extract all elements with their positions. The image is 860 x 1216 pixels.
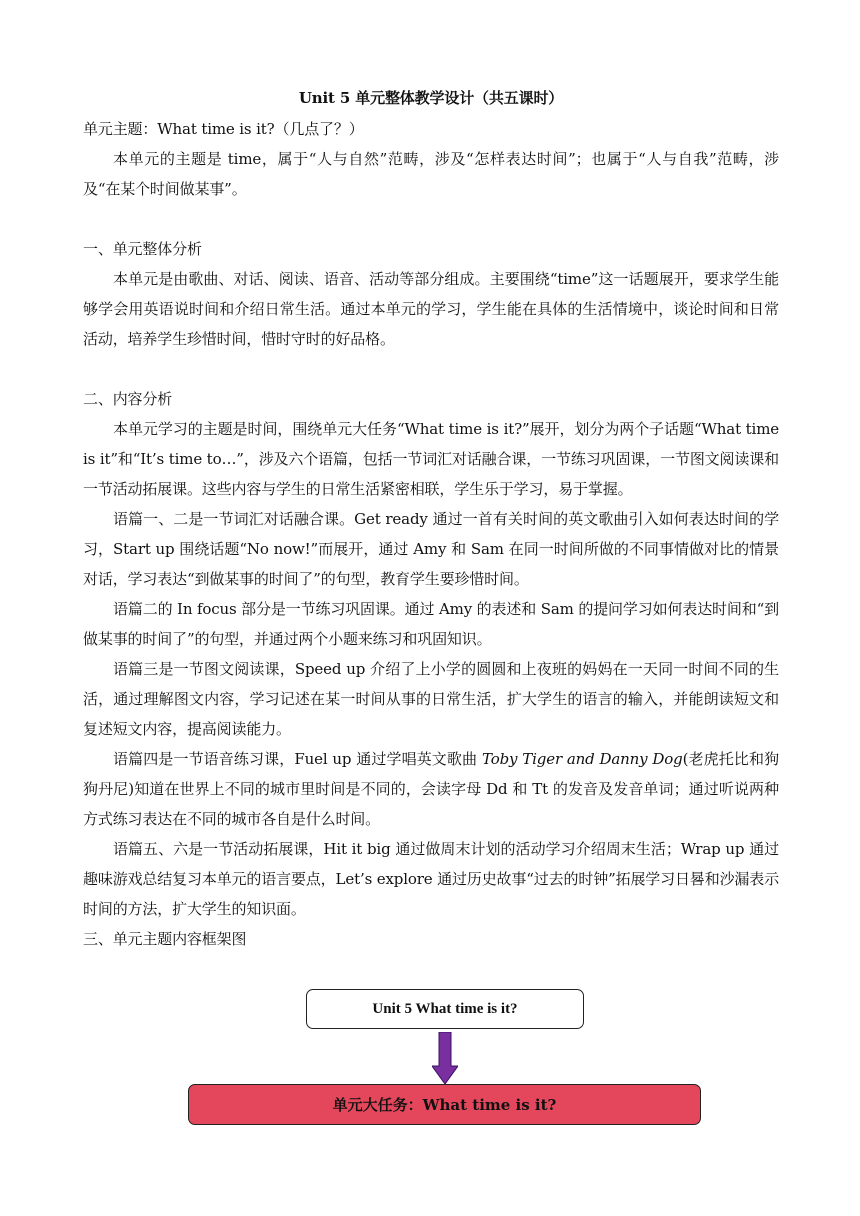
page-title: Unit 5 单元整体教学设计（共五课时） bbox=[298, 89, 564, 107]
section2-paragraph-1: 本单元学习的主题是时间，围绕单元大任务“What time is it?”展开，划分为两个子话题“What time is it”和“It’s time to…”，涉及六个语篇，包括一节词汇对话融合课，一节练习巩固课，一节图文阅读课和一节活动拓展课。这些内容与学生的日常生活紧密相联，学生乐于学习，易于掌握。 bbox=[83, 420, 779, 498]
song-title: Toby Tiger and Danny Dog bbox=[482, 750, 683, 768]
paragraph-5-rest: (老虎托比和狗狗丹尼)知道在世界上不同的城市里时间是不同的，会读字母 Dd 和 Tt 的发音及发音单词；通过听说两种方式练习表达在不同的城市各自是什么时间。 bbox=[83, 750, 779, 828]
section2-heading: 二、内容分析 bbox=[83, 390, 173, 408]
section2-paragraph-2: 语篇一、二是一节词汇对话融合课。Get ready 通过一首有关时间的英文歌曲引入如何表达时间的学习，Start up 围绕话题“No now!”而展开，通过 Amy 和 Sam 在同一时间所做的不同事情做对比的情景对话，学习表达“到做某事的时间了”的句型，教育学生要珍惜时间。 bbox=[83, 510, 779, 588]
section2-paragraph-4: 语篇三是一节图文阅读课，Speed up 介绍了上小学的圆圆和上夜班的妈妈在一天同一时间不同的生活，通过理解图文内容，学习记述在某一时间从事的日常生活，扩大学生的语言的输入，并能朗读短文和复述短文内容，提高阅读能力。 bbox=[83, 660, 779, 738]
section2-paragraph-5 bbox=[83, 744, 779, 834]
diagram-unit-box: Unit 5 What time is it? bbox=[306, 989, 584, 1029]
section2-paragraph-6: 语篇五、六是一节活动拓展课，Hit it big 通过做周末计划的活动学习介绍周末生活；Wrap up 通过趣味游戏总结复习本单元的语言要点，Let’s explore 通过历史故事“过去的时钟”拓展学习日晷和沙漏表示时间的方法，扩大学生的知识面。 bbox=[83, 840, 779, 918]
section1-body: 本单元是由歌曲、对话、阅读、语音、活动等部分组成。主要围绕“time”这一话题展开，要求学生能够学会用英语说时间和介绍日常生活。通过本单元的学习，学生能在具体的生活情境中，谈论时间和日常活动，培养学生珍惜时间，惜时守时的好品格。 bbox=[83, 270, 779, 348]
section3-heading: 三、单元主题内容框架图 bbox=[83, 930, 247, 948]
spacer bbox=[83, 204, 779, 234]
down-arrow-icon bbox=[432, 1032, 458, 1084]
section1-heading: 一、单元整体分析 bbox=[83, 240, 202, 258]
diagram-task-box: 单元大任务：What time is it? bbox=[188, 1084, 701, 1125]
theme-line: 单元主题：What time is it?（几点了？） bbox=[83, 120, 364, 138]
theme-description: 本单元的主题是 time，属于“人与自然”范畴，涉及“怎样表达时间”；也属于“人与自我”范畴，涉及“在某个时间做某事”。 bbox=[83, 150, 779, 198]
section2-paragraph-3: 语篇二的 In focus 部分是一节练习巩固课。通过 Amy 的表述和 Sam 的提问学习如何表达时间和“到做某事的时间了”的句型，并通过两个小题来练习和巩固知识。 bbox=[83, 600, 779, 648]
spacer bbox=[83, 354, 779, 384]
paragraph-5-lead: 语篇四是一节语音练习课，Fuel up 通过学唱英文歌曲 bbox=[113, 750, 483, 768]
document-body bbox=[83, 82, 779, 954]
